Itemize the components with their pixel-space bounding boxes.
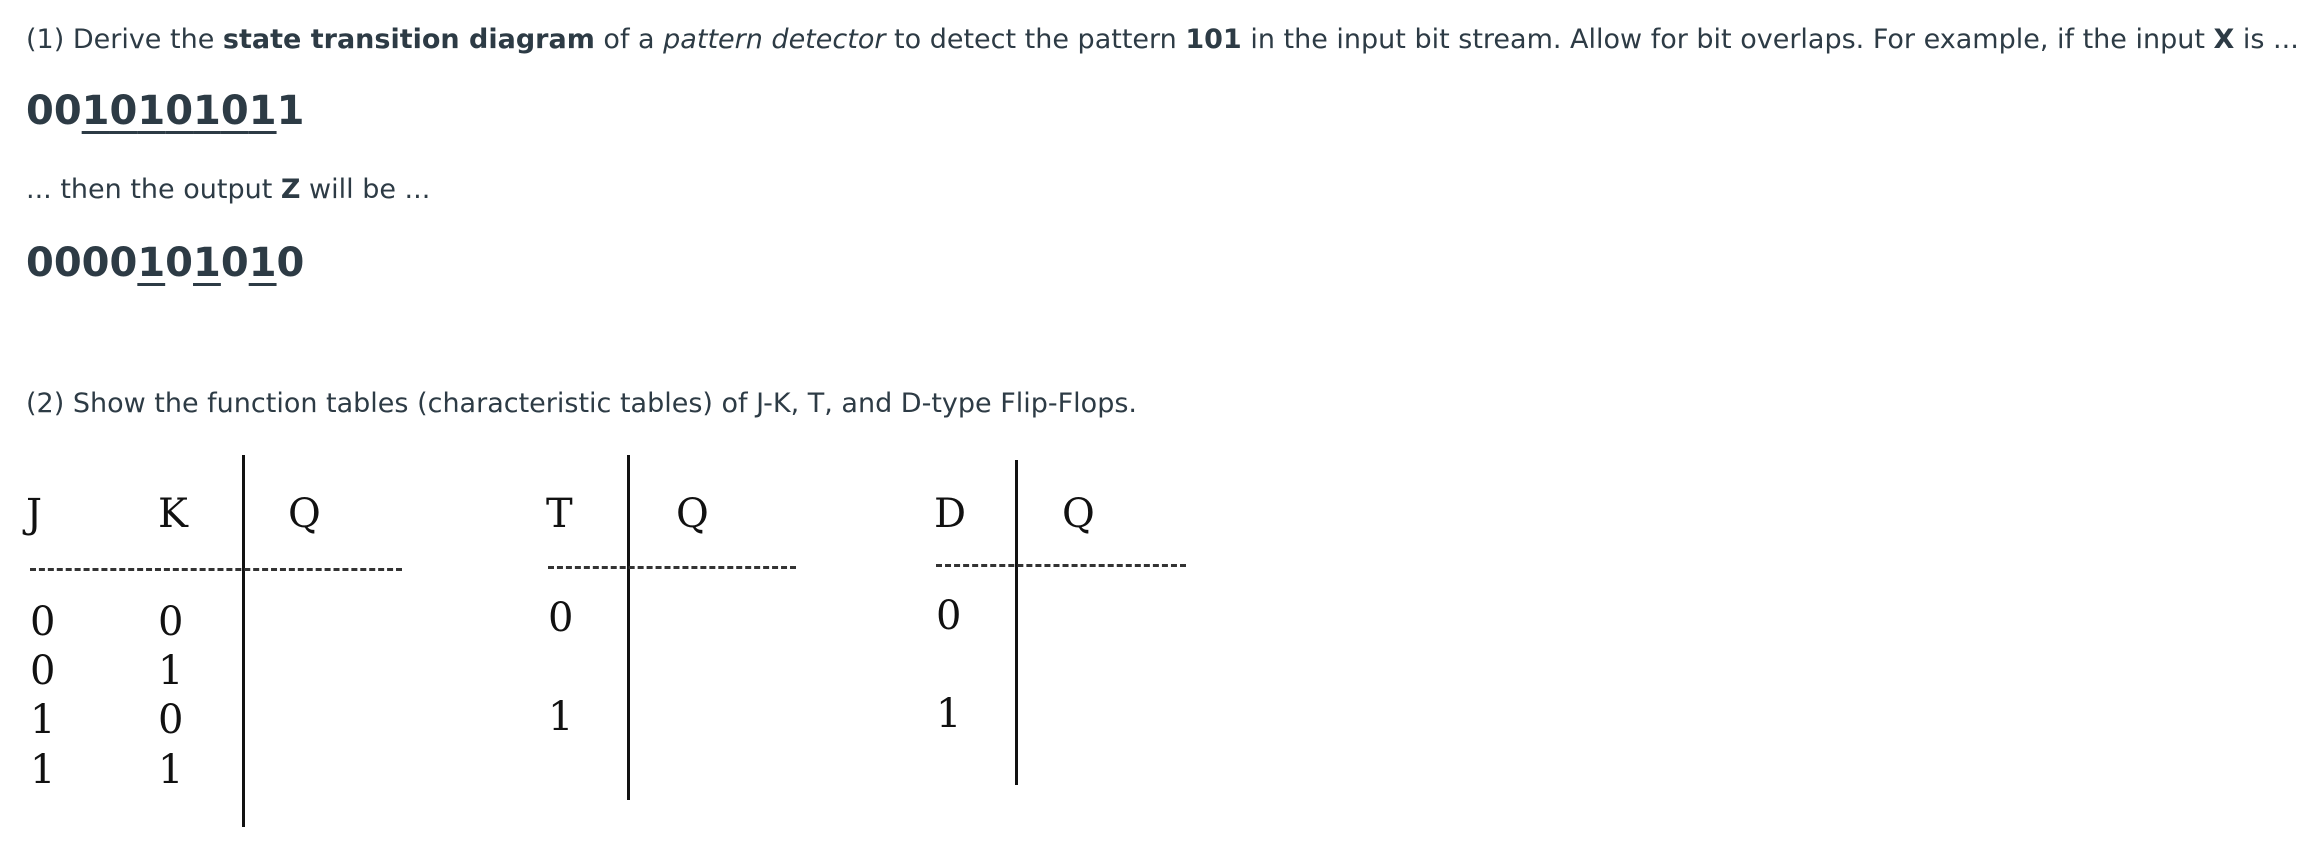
output-bits-plain: 0 (165, 240, 194, 286)
q1-mid-2: to detect the pattern (885, 24, 1186, 55)
cont-suffix: will be ... (300, 174, 431, 205)
q1-suffix: is ... (2234, 24, 2299, 55)
jk-row-2-k: 1 (158, 648, 184, 694)
t-header-q: Q (676, 491, 709, 537)
d-vertical-divider (1015, 460, 1018, 785)
output-var: Z (280, 174, 301, 205)
jk-row-1-j: 0 (30, 599, 56, 645)
q1-italic-term: pattern detector (663, 24, 886, 55)
output-bit-underlined: 1 (137, 240, 166, 286)
input-bit-underlined: 1 (137, 88, 166, 134)
jk-row-1-k: 0 (158, 599, 184, 645)
d-row-1-d: 0 (936, 593, 962, 639)
output-bit-underlined: 1 (193, 240, 221, 286)
input-bit-underlined: 1 (193, 88, 221, 134)
output-bits-plain: 0 (220, 240, 249, 286)
t-header-t: T (546, 491, 573, 537)
jk-row-2-j: 0 (30, 648, 56, 694)
input-bit-underlined: 1 (248, 88, 277, 134)
output-bit-underlined: 1 (248, 240, 277, 286)
q1-pattern: 101 (1185, 24, 1242, 55)
jk-row-4-j: 1 (30, 747, 56, 793)
input-bit-underlined: 0 (165, 88, 194, 134)
output-bits-plain: 0 (276, 240, 305, 286)
q1-mid-3: in the input bit stream. Allow for bit overlaps. For example, if the input (1241, 24, 2214, 55)
input-bit-underlined: 1 (81, 88, 110, 134)
q1-mid-1: of a (594, 24, 664, 55)
t-row-1-t: 0 (548, 595, 574, 641)
input-bits-plain: 1 (276, 88, 305, 134)
q1-prefix: (1) Derive the (26, 24, 223, 55)
jk-row-4-k: 1 (158, 747, 184, 793)
jk-header-k: K (158, 491, 188, 537)
d-row-2-d: 1 (936, 691, 962, 737)
q1-bold-term: state transition diagram (222, 24, 595, 55)
jk-row-3-j: 1 (30, 697, 56, 743)
question-2-text: (2) Show the function tables (characteristic tables) of J-K, T, and D-type Flip-Flops. (26, 388, 1137, 419)
input-bit-underlined: 0 (220, 88, 249, 134)
input-bits-plain: 00 (26, 88, 82, 134)
d-header-q: Q (1062, 491, 1095, 537)
q1-input-var: X (2213, 24, 2235, 55)
jk-header-j: J (26, 491, 43, 537)
d-header-divider (936, 564, 1186, 567)
output-bits-plain: 0000 (26, 240, 138, 286)
input-bit-underlined: 0 (109, 88, 138, 134)
d-header-d: D (934, 491, 967, 537)
jk-row-3-k: 0 (158, 697, 184, 743)
t-row-2-t: 1 (548, 694, 574, 740)
jk-header-q: Q (288, 491, 321, 537)
cont-prefix: ... then the output (26, 174, 281, 205)
